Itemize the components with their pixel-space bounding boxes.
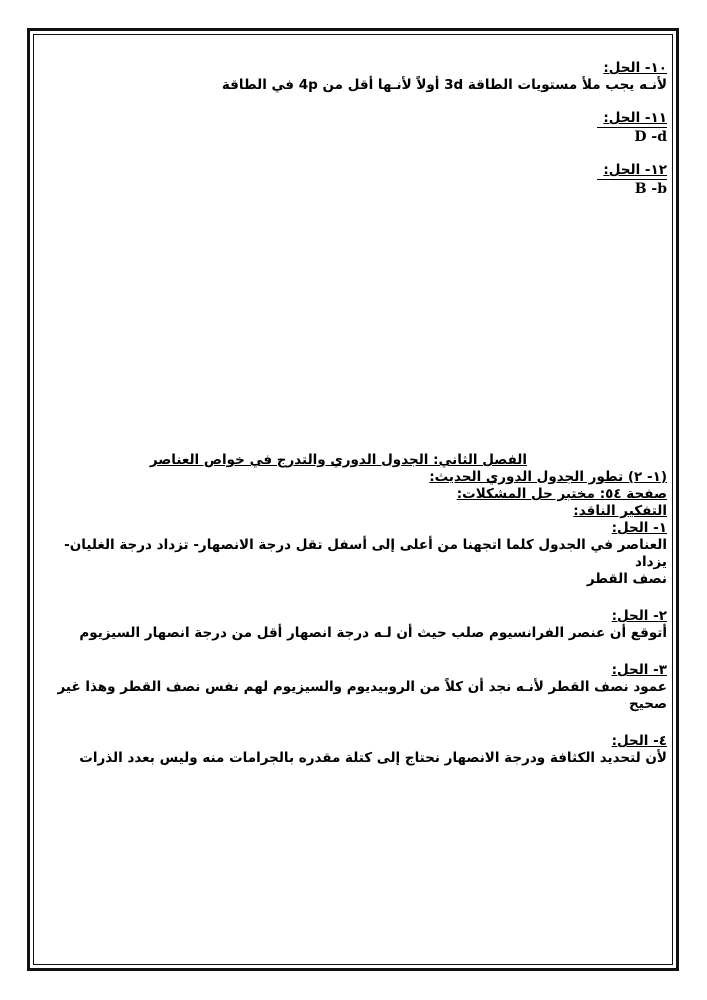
q12-answer: B -b: [597, 179, 667, 198]
q10-heading: ١٠- الحل:: [603, 60, 667, 76]
s4-heading: ٤- الحل:: [611, 733, 667, 749]
critical-thinking-label: التفكير الناقد:: [573, 503, 667, 519]
s1-heading: ١- الحل:: [611, 520, 667, 536]
s4-answer: لأن لتحديد الكثافة ودرجة الانصهار نحتاج إلى كتلة مقدره بالجرامات منه وليس بعدد الذرات: [79, 750, 667, 766]
q11-answer: D -d: [597, 127, 667, 146]
s2-answer: أتوقع أن عنصر الفرانسيوم صلب حيث أن لـه درجة انصهار أقل من درجة انصهار السيزيوم: [79, 625, 667, 641]
page-reference: صفحة ٥٤: مختبر حل المشكلات:: [456, 486, 667, 502]
q11-heading: ١١- الحل:: [603, 110, 667, 126]
chapter-title: الفصل الثاني: الجدول الدوري والتدرج في خواص العناصر: [149, 452, 527, 468]
section-title: (١- ٢) تطور الجدول الدوري الحديث:: [429, 469, 667, 485]
s3-answer: عمود نصف القطر لأنـه نجد أن كلاً من الروبيديوم والسيزيوم لهم نفس نصف القطر وهذا غير صحيح: [57, 679, 667, 712]
q12-heading: ١٢- الحل:: [603, 162, 667, 178]
s2-heading: ٢- الحل:: [611, 608, 667, 624]
s1-answer-line1: العناصر في الجدول كلما اتجهنا من أعلى إلى أسفل تقل درجة الانصهار- تزداد درجة الغليان- يزداد: [64, 537, 667, 570]
document-content: [55, 60, 667, 767]
q10-answer: لأنـه يجب ملأ مستويات الطاقة 3d أولاً لأنـها أقل من 4p في الطاقة: [221, 77, 667, 93]
s3-heading: ٣- الحل:: [611, 662, 667, 678]
s1-answer-line2: نصف القطر: [586, 571, 667, 587]
